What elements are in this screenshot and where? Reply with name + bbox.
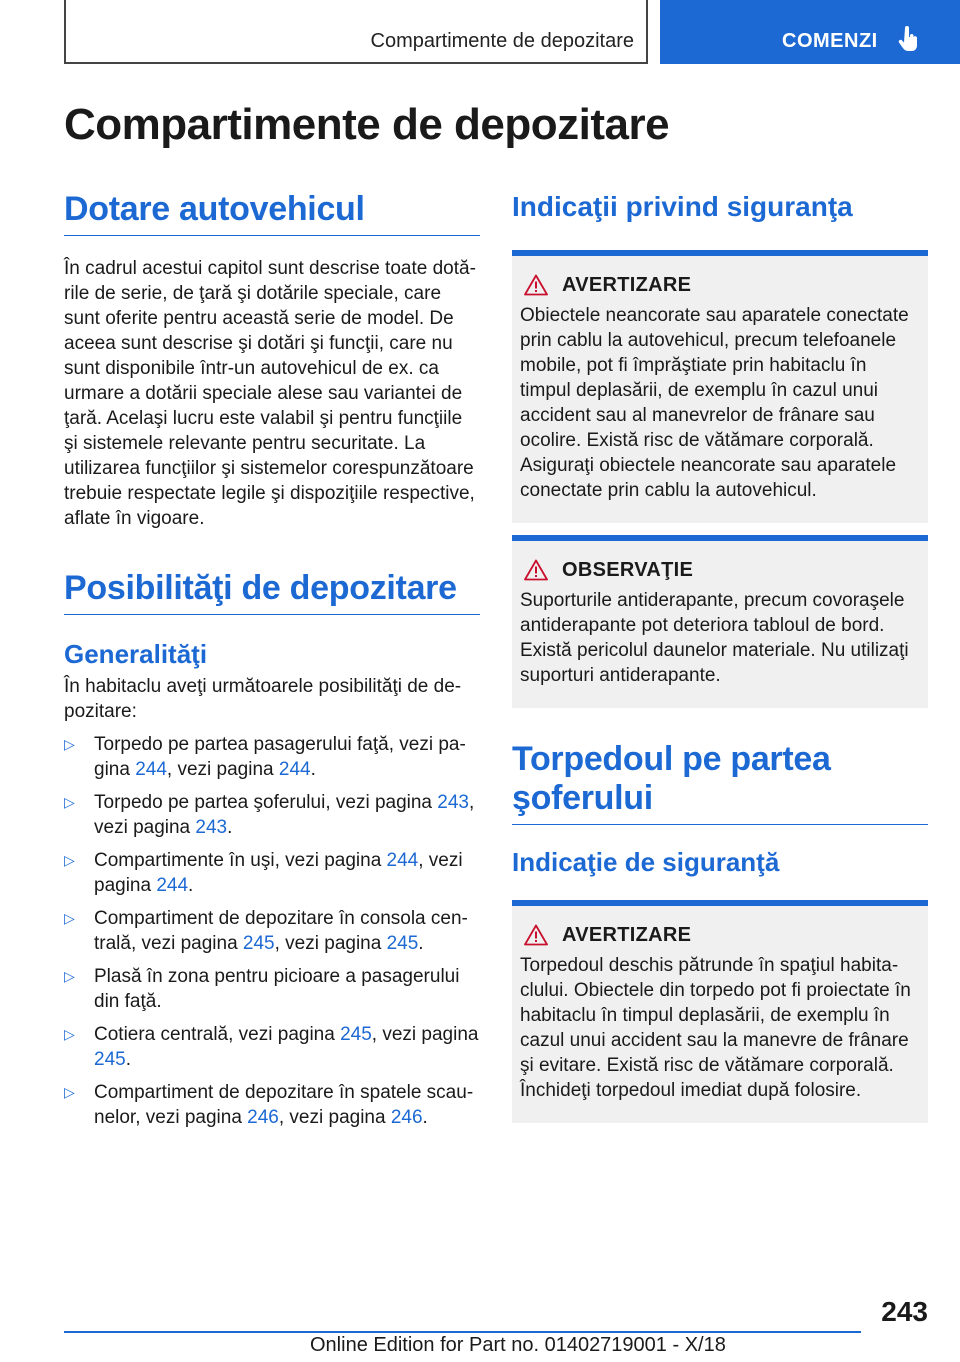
warning-box: [512, 250, 928, 523]
bullet-arrow-icon: ▷: [64, 1084, 75, 1101]
item-text: .: [418, 933, 424, 955]
page-link[interactable]: 246: [390, 1107, 423, 1129]
notice-text: Suporturile antiderapante, precum covoraşele antiderapante pot deteriora tabloul de bord. Există pericolul daunelor materiale. Nu utilizaţi suporturi antiderapante.: [520, 589, 909, 686]
item-text: , vezi pagina: [274, 933, 387, 955]
warning-triangle-icon: [524, 274, 548, 296]
bullet-arrow-icon: ▷: [64, 736, 75, 753]
warning-triangle-icon: [524, 924, 548, 946]
item-text: , vezi pagina: [278, 1107, 391, 1129]
item-text: , vezi pagina: [94, 792, 475, 839]
item-text: .: [227, 817, 233, 839]
list-item: [64, 790, 480, 840]
heading-torpedoul-soferului: Torpedoul pe partea şoferului: [512, 740, 928, 825]
heading-indicatie-siguranta: Indicaţie de siguranţă: [512, 846, 780, 877]
page-number: 243: [881, 1296, 928, 1327]
list-item: [64, 1080, 480, 1130]
storage-list: [64, 732, 480, 1130]
header-section-box: [64, 0, 648, 64]
item-text: .: [310, 759, 316, 781]
page-link[interactable]: 244: [135, 759, 167, 781]
page-link[interactable]: 245: [242, 933, 275, 955]
item-text: Torpedo pe partea pasagerului faţă, vezi pagina: [94, 734, 466, 781]
heading-dotare-autovehicul: Dotare autovehicul: [64, 190, 480, 236]
bullet-arrow-icon: ▷: [64, 1026, 75, 1043]
warning-text: Obiectele neancorate sau aparatele conectate prin cablu la autovehicul, precum telefoanele mobile, pot fi împrăştiate prin habitaclu în timpul deplasării, de exemplu în cazul unui accident sau al manevrelor de frânare sau ocolire. Există risc de vătămare corporală. Asiguraţi obiectele neancorate sau aparatele conectate prin cablu la autovehicul.: [520, 304, 909, 501]
bullet-arrow-icon: ▷: [64, 794, 75, 811]
item-text: Plasă în zona pentru picioare a pasagerului din faţă.: [94, 966, 460, 1013]
page-link[interactable]: 244: [386, 850, 419, 872]
item-text: Compartimente în uşi, vezi pagina: [94, 850, 387, 872]
item-text: , vezi pagina: [94, 850, 463, 897]
right-column: [512, 190, 928, 1123]
page-link[interactable]: 245: [340, 1024, 372, 1046]
list-item: [64, 1022, 480, 1072]
hand-pointer-icon: [898, 26, 920, 52]
heading-posibilitati: Posibilităţi de depozitare: [64, 569, 480, 615]
item-text: Cotiera centrală, vezi pagina: [94, 1024, 341, 1046]
page-link[interactable]: 245: [94, 1049, 126, 1071]
bullet-arrow-icon: ▷: [64, 968, 75, 985]
item-text: Compartiment de depozitare în consola centrală, vezi pagina: [94, 908, 468, 955]
warning-text: Torpedoul deschis pătrunde în spaţiul habitaclului. Obiectele din torpedo pot fi proiectate în habitaclu în timpul deplasării, de exemplu în cazul unui accident sau la manevre de frânare şi evitare. Există risc de vătămare corporală. Închideţi torpedoul imediat după folosire.: [520, 954, 911, 1101]
dotare-paragraph: În cadrul acestui capitol sunt descrise toate dotările de serie, de ţară şi dotările speciale, care sunt oferite pentru această serie de model. De aceea sunt descrise şi dotări şi funcţii, care nu sunt disponibile într-un autovehicul de ex. ca urmare a dotării speciale alese sau variantei de ţară. Acelaşi lucru este valabil şi pentru funcţiile şi sistemele relevante pentru securitate. La utilizarea funcţiilor şi sistemelor corespunzătoare trebuie respectate legile şi dispoziţiile respective, aflate în vigoare.: [64, 258, 476, 530]
page-link[interactable]: 244: [156, 875, 189, 897]
item-text: .: [125, 1049, 131, 1071]
notice-box: [512, 535, 928, 708]
list-item: [64, 906, 480, 956]
warning-title: AVERTIZARE: [562, 923, 692, 946]
bullet-arrow-icon: ▷: [64, 910, 75, 927]
item-text: Compartiment de depozitare în spatele scaunelor, vezi pagina: [94, 1082, 474, 1129]
item-text: .: [188, 875, 194, 897]
warning-box: [512, 900, 928, 1123]
page-title: Compartimente de depozitare: [64, 100, 670, 149]
page-link[interactable]: 243: [437, 792, 469, 814]
notice-title: OBSERVAŢIE: [562, 558, 694, 581]
list-item: [64, 964, 480, 1014]
item-text: , vezi pagina: [371, 1024, 479, 1046]
bullet-arrow-icon: ▷: [64, 852, 75, 869]
generalitati-paragraph: În habitaclu aveţi următoarele posibilităţi de depozitare:: [64, 676, 462, 723]
tab-comenzi[interactable]: [660, 0, 960, 64]
footer-edition: Online Edition for Part no. 01402719001 - X/18: [310, 1334, 726, 1356]
page-link[interactable]: 243: [195, 817, 228, 839]
page-link[interactable]: 245: [386, 933, 419, 955]
heading-generalitati: Generalităţi: [64, 639, 208, 670]
item-text: , vezi pagina: [166, 759, 279, 781]
warning-title: AVERTIZARE: [562, 273, 692, 296]
item-text: Torpedo pe partea şoferului, vezi pagina: [94, 792, 438, 814]
left-column: [64, 190, 480, 1138]
page-link[interactable]: 246: [247, 1107, 279, 1129]
header-section-title: Compartimente de depozitare: [370, 30, 634, 52]
page-link[interactable]: 244: [278, 759, 311, 781]
warning-triangle-icon: [524, 559, 548, 581]
list-item: [64, 848, 480, 898]
list-item: [64, 732, 480, 782]
footer-divider: [64, 1331, 861, 1333]
item-text: .: [422, 1107, 428, 1129]
tab-comenzi-label: COMENZI: [782, 30, 878, 52]
heading-indicatii-siguranta: Indicaţii privind siguranţa: [512, 191, 853, 222]
